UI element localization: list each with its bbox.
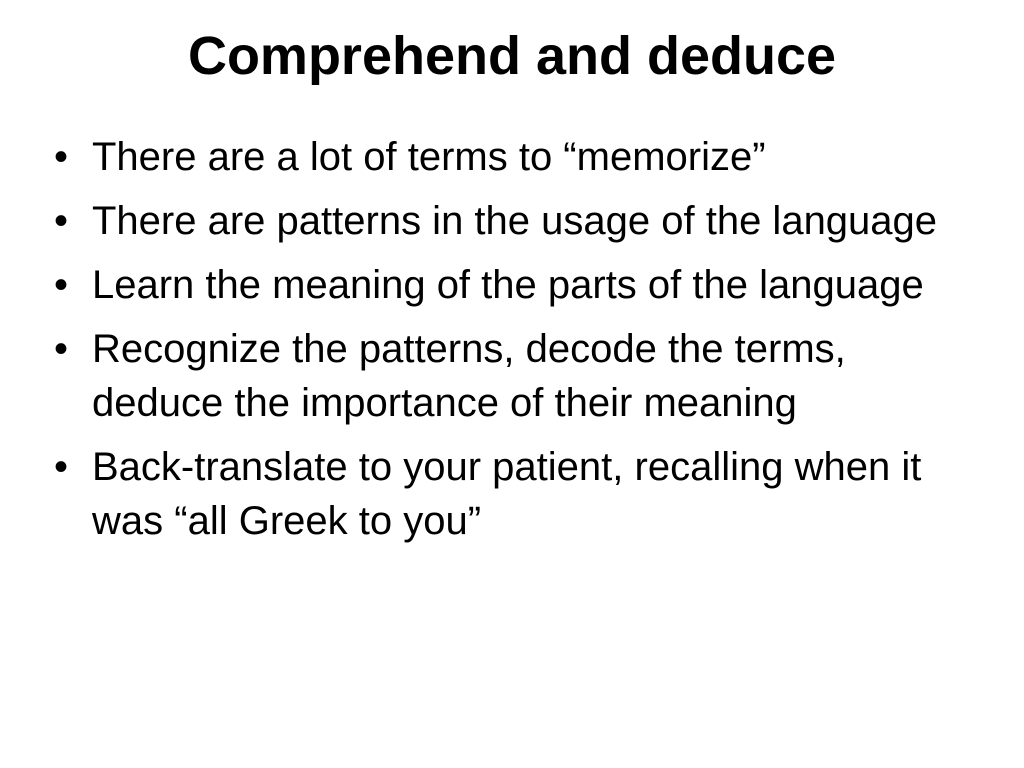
bullet-text: Learn the meaning of the parts of the language [92,263,924,307]
bullet-item [48,258,968,312]
bullet-item [48,440,968,548]
bullet-text: Recognize the patterns, decode the terms, deduce the importance of their meaning [92,327,846,425]
bullet-text: Back-translate to your patient, recalling when it was “all Greek to you” [92,445,922,543]
bullet-list [48,130,968,558]
bullet-text: There are a lot of terms to “memorize” [92,135,766,179]
bullet-text: There are patterns in the usage of the language [92,199,938,243]
bullet-item [48,322,968,430]
bullet-dot-icon: • [54,445,69,489]
bullet-item [48,130,968,184]
bullet-dot-icon: • [54,199,69,243]
bullet-dot-icon: • [54,263,69,307]
slide-title: Comprehend and deduce [187,26,837,86]
bullet-item [48,194,968,248]
bullet-dot-icon: • [54,327,69,371]
bullet-dot-icon: • [54,135,69,179]
